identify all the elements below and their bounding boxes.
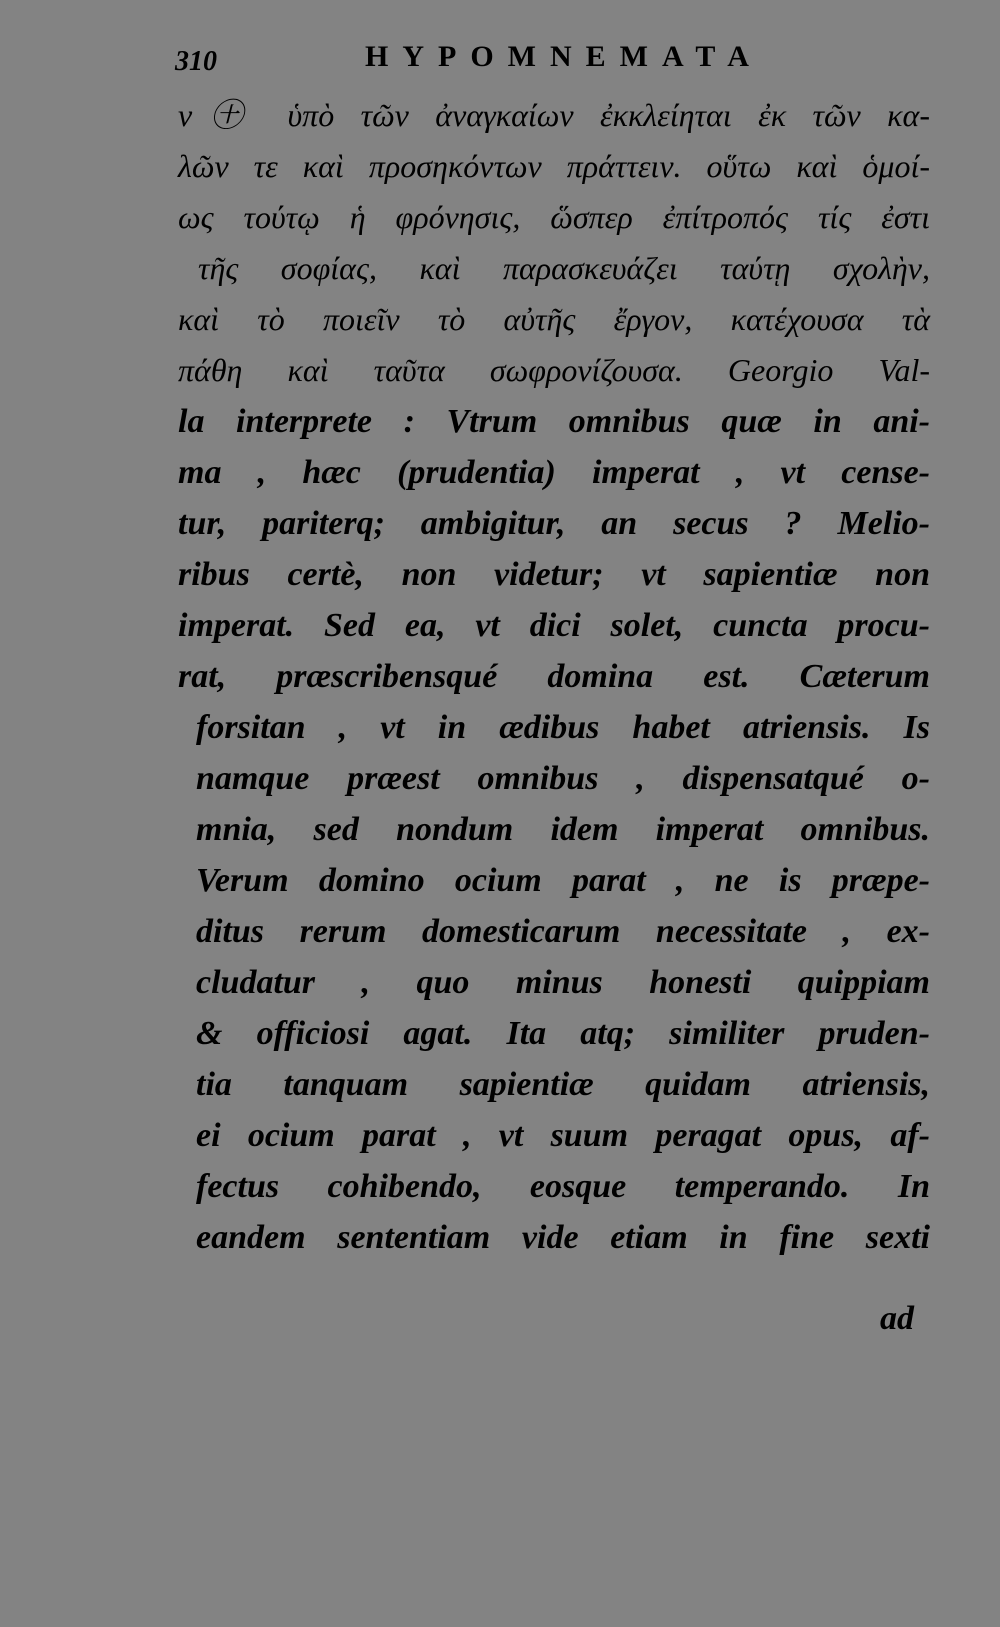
text-line: forsitan , vt in ædibus habet atriensis. Is	[196, 709, 930, 746]
text-line: Verum domino ocium parat , ne is præpe-	[196, 862, 930, 899]
text-line: λῶν τε καὶ προσηκόντων πράττειν. οὕτω καὶ ὁμοί-	[178, 148, 930, 184]
text-line: ν㊉ ὑπὸ τῶν ἀναγκαίων ἐκκλείηται ἐκ τῶν κα-	[178, 97, 930, 133]
text-line: & officiosi agat. Ita atq; similiter pruden-	[196, 1015, 930, 1052]
text-line: πάθη καὶ ταῦτα σωφρονίζουσα. Georgio Val-	[178, 352, 930, 388]
catchword: ad	[880, 1300, 914, 1337]
text-line: ως τούτῳ ἡ φρόνησις, ὥσπερ ἐπίτροπός τίς ἐστι	[178, 199, 930, 235]
text-line: ma , hæc (prudentia) imperat , vt cense-	[178, 454, 930, 491]
text-line: ditus rerum domesticarum necessitate , ex-	[196, 913, 930, 950]
body-text	[178, 90, 930, 1263]
text-line: ribus certè, non videtur; vt sapientiæ non	[178, 556, 930, 593]
text-line: καὶ τὸ ποιεῖν τὸ αὐτῆς ἔργον, κατέχουσα τὰ	[178, 301, 930, 337]
text-line: mnia, sed nondum idem imperat omnibus.	[196, 811, 930, 848]
text-line: cludatur , quo minus honesti quippiam	[196, 964, 930, 1001]
text-line: rat, præscribensqué domina est. Cæterum	[178, 658, 930, 695]
text-line: fectus cohibendo, eosque temperando. In	[196, 1168, 930, 1205]
running-title: HYPOMNEMATA	[365, 40, 763, 73]
page-number: 310	[175, 46, 217, 77]
text-line: tur, pariterq; ambigitur, an secus ? Melio-	[178, 505, 930, 542]
text-line: la interprete : Vtrum omnibus quæ in ani-	[178, 403, 930, 440]
text-line: τῆς σοφίας, καὶ παρασκευάζει ταύτῃ σχολὴν,	[198, 250, 930, 286]
text-line: eandem sententiam vide etiam in fine sexti	[196, 1219, 930, 1256]
page-header	[175, 40, 935, 80]
text-line: imperat. Sed ea, vt dici solet, cuncta procu-	[178, 607, 930, 644]
text-line: namque præest omnibus , dispensatqué o-	[196, 760, 930, 797]
text-line: ei ocium parat , vt suum peragat opus, af-	[196, 1117, 930, 1154]
text-line: tia tanquam sapientiæ quidam atriensis,	[196, 1066, 930, 1103]
